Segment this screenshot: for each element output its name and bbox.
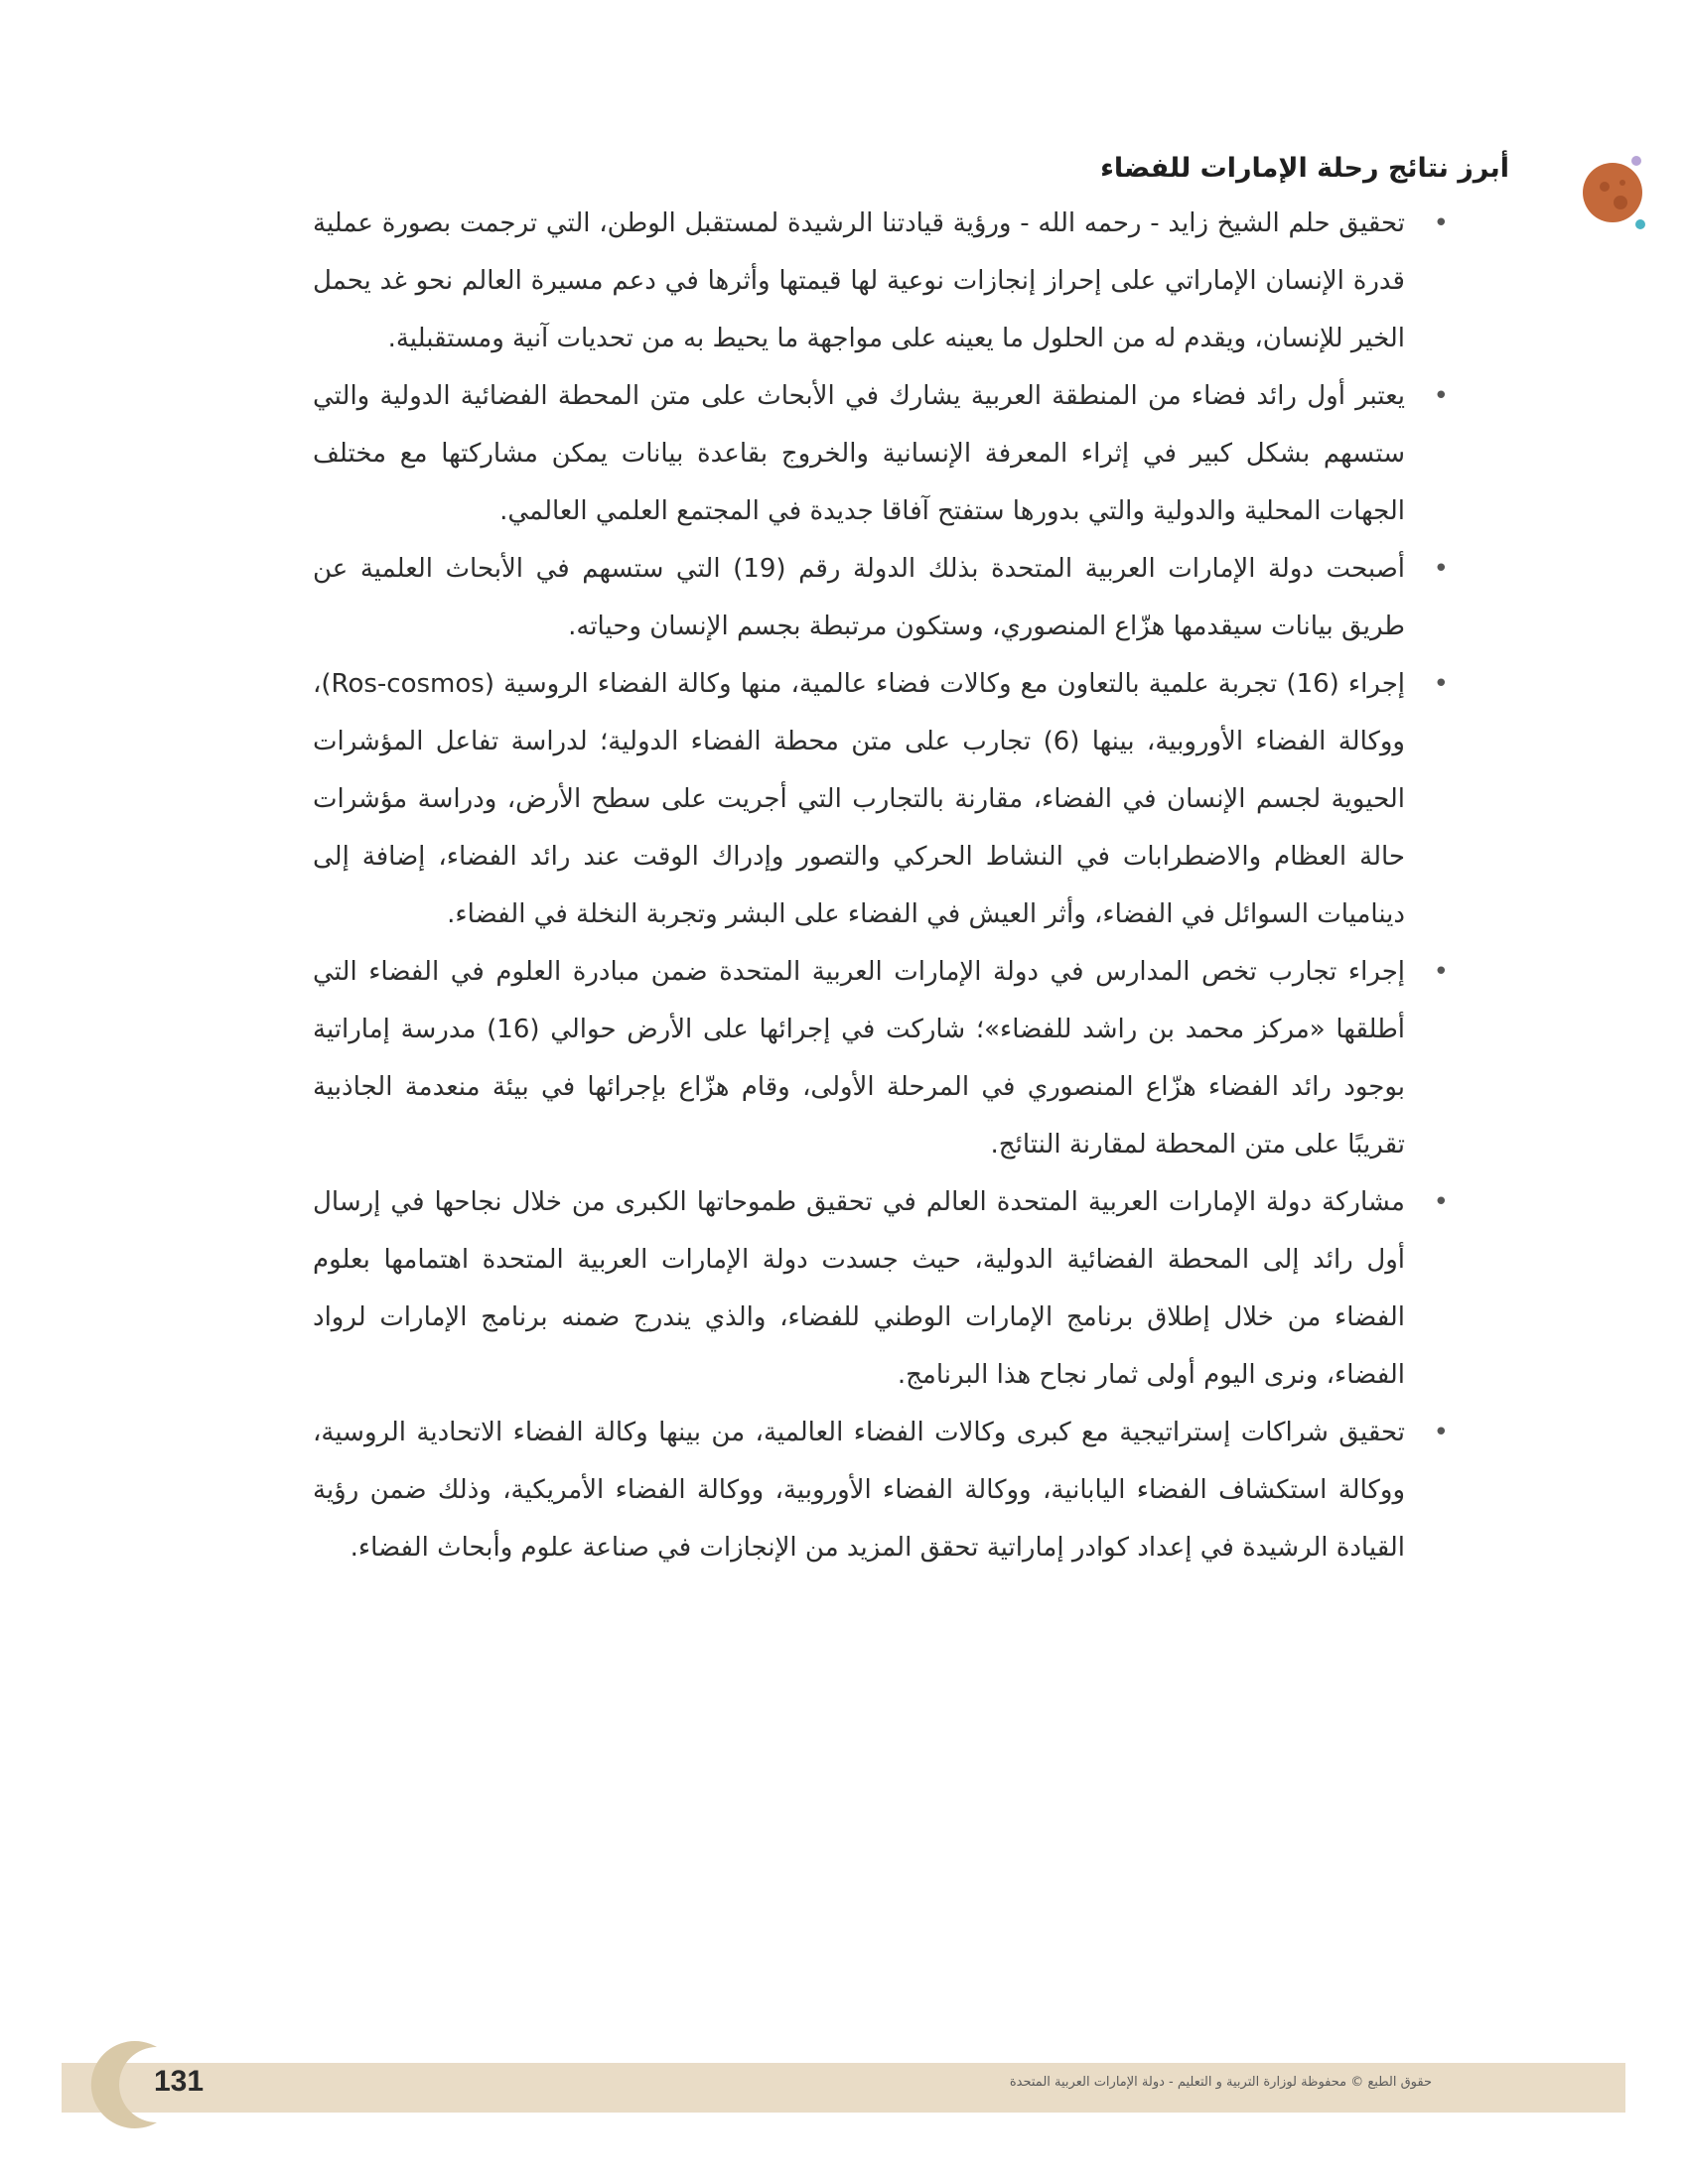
bullet-icon: • [1433, 208, 1449, 238]
list-item [313, 655, 1449, 943]
list-item-text: مشاركة دولة الإمارات العربية المتحدة العالم في تحقيق طموحاتها الكبرى من خلال نجاحها في إرسال أول رائد إلى المحطة الفضائية الدولية، حيث جسدت دولة الإمارات العربية المتحدة اهتمامها بعلوم الفضاء من خلال إطلاق برنامج الإمارات الوطني للفضاء، والذي يندرج ضمنه برنامج الإمارات لرواد الفضاء، ونرى اليوم أولى ثمار نجاح هذا البرنامج. [313, 1187, 1405, 1390]
section-title: أبرز نتائج رحلة الإمارات للفضاء [1100, 153, 1509, 184]
bullet-icon: • [1433, 957, 1449, 987]
results-list [313, 195, 1449, 1576]
list-item-text: إجراء (16) تجربة علمية بالتعاون مع وكالات فضاء عالمية، منها وكالة الفضاء الروسية (Ros-cosmos)، ووكالة الفضاء الأوروبية، بينها (6) تجارب على متن محطة الفضاء الدولية؛ لدراسة تفاعل المؤشرات الحيوية لجسم الإنسان في الفضاء، مقارنة بالتجارب التي أجريت على سطح الأرض، ودراسة مؤشرات حالة العظام والاضطرابات في النشاط الحركي والتصور وإدراك الوقت عند رائد الفضاء، إضافة إلى ديناميات السوائل في الفضاء، وأثر العيش في الفضاء على البشر وتجربة النخلة في الفضاء. [313, 669, 1406, 929]
page-number: 131 [154, 2065, 205, 2098]
planet-icon [1569, 147, 1658, 236]
bullet-icon: • [1433, 1418, 1449, 1447]
bullet-icon: • [1433, 669, 1449, 699]
list-item-text: أصبحت دولة الإمارات العربية المتحدة بذلك الدولة رقم (19) التي ستسهم في الأبحاث العلمية عن طريق بيانات سيقدمها هزّاع المنصوري، وستكون مرتبطة بجسم الإنسان وحياته. [313, 554, 1406, 641]
list-item [313, 1173, 1449, 1404]
bullet-icon: • [1433, 554, 1449, 584]
list-item-text: تحقيق شراكات إستراتيجية مع كبرى وكالات الفضاء العالمية، من بينها وكالة الفضاء الاتحادية الروسية، ووكالة استكشاف الفضاء اليابانية، ووكالة الفضاء الأوروبية، ووكالة الفضاء الأمريكية، وذلك ضمن رؤية القيادة الرشيدة في إعداد كوادر إماراتية تحقق المزيد من الإنجازات في صناعة علوم وأبحاث الفضاء. [313, 1418, 1405, 1563]
list-item-text: تحقيق حلم الشيخ زايد - رحمه الله - ورؤية قيادتنا الرشيدة لمستقبل الوطن، التي ترجمت بصورة عملية قدرة الإنسان الإماراتي على إحراز إنجازات نوعية لها قيمتها وأثرها في دعم مسيرة العالم نحو غد يحمل الخير للإنسان، ويقدم له من الحلول ما يعينه على مواجهة ما يحيط به من تحديات آنية ومستقبلية. [313, 208, 1405, 353]
list-item [313, 195, 1449, 367]
list-item-text: يعتبر أول رائد فضاء من المنطقة العربية يشارك في الأبحاث على متن المحطة الفضائية الدولية والتي ستسهم بشكل كبير في إثراء المعرفة الإنسانية والخروج بقاعدة بيانات يمكن مشاركتها مع مختلف الجهات المحلية والدولية والتي بدورها ستفتح آفاقا جديدة في المجتمع العلمي العالمي. [313, 381, 1405, 526]
list-item [313, 943, 1449, 1173]
list-item [313, 1404, 1449, 1576]
list-item-text: إجراء تجارب تخص المدارس في دولة الإمارات العربية المتحدة ضمن مبادرة العلوم في الفضاء التي أطلقها «مركز محمد بن راشد للفضاء»؛ شاركت في إجرائها على الأرض حوالي (16) مدرسة إماراتية بوجود رائد الفضاء هزّاع المنصوري في المرحلة الأولى، وقام هزّاع بإجرائها في بيئة منعدمة الجاذبية تقريبًا على متن المحطة لمقارنة النتائج. [313, 957, 1405, 1160]
bullet-icon: • [1433, 381, 1449, 411]
list-item [313, 367, 1449, 540]
bullet-icon: • [1433, 1187, 1449, 1217]
list-item [313, 540, 1449, 655]
copyright-text: حقوق الطبع © محفوظة لوزارة التربية و التعليم - دولة الإمارات العربية المتحدة [1009, 2075, 1432, 2090]
